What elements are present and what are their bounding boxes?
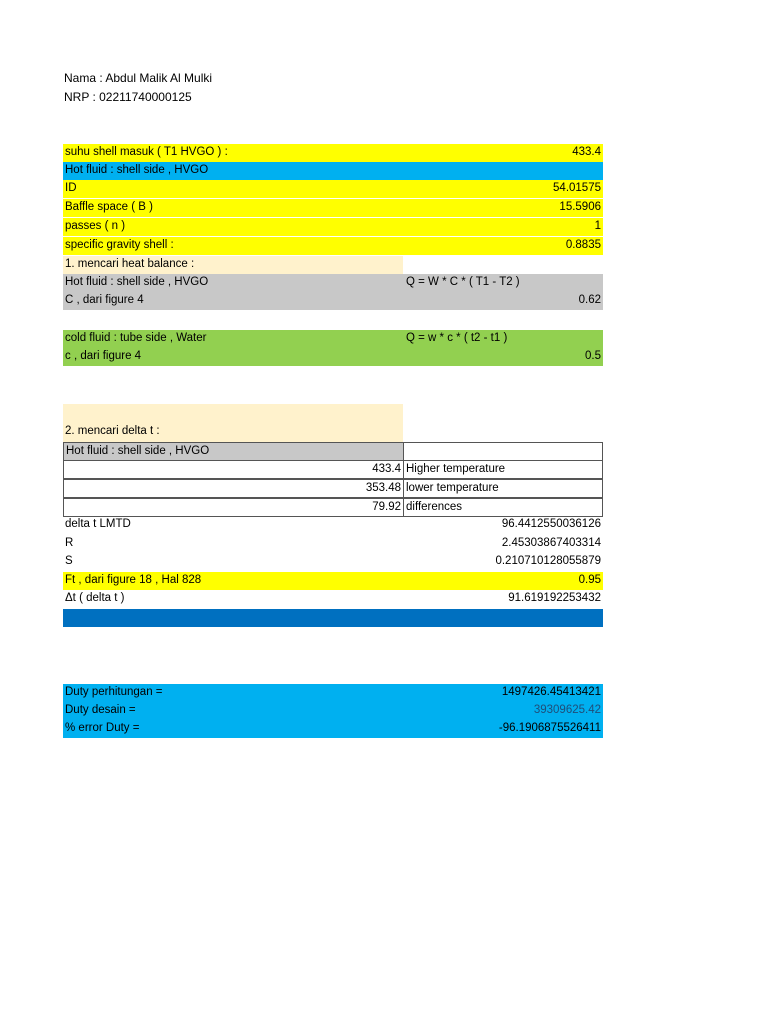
lower-temp-label: lower temperature	[406, 482, 499, 494]
duty-calc-row	[63, 684, 603, 702]
higher-temp-value-cell	[63, 460, 404, 479]
t1-label: suhu shell masuk ( T1 HVGO ) :	[65, 146, 228, 158]
r-value: 2.45303867403314	[501, 537, 601, 549]
id-label: ID	[65, 182, 77, 194]
difference-value: 79.92	[372, 501, 401, 513]
lower-temp-value: 353.48	[365, 482, 401, 494]
delta-hot-fluid-label: Hot fluid : shell side , HVGO	[66, 445, 210, 457]
baffle-value: 15.5906	[559, 201, 601, 213]
delta-hot-fluid-cell	[63, 442, 404, 461]
heat-balance-title-row	[63, 256, 403, 274]
c-row	[63, 292, 603, 310]
id-row	[63, 180, 603, 198]
s-row	[63, 553, 603, 571]
ft-label: Ft , dari figure 18 , Hal 828	[65, 574, 202, 586]
lower-temp-label-cell	[403, 479, 603, 498]
heat-balance-title: 1. mencari heat balance :	[65, 258, 195, 270]
sg-value: 0.8835	[565, 239, 601, 251]
ft-row	[63, 572, 603, 590]
s-value: 0.210710128055879	[495, 555, 601, 567]
lmtd-value: 96.4412550036126	[501, 518, 601, 530]
name-line: Nama : Abdul Malik Al Mulki	[64, 71, 213, 85]
higher-temp-value: 433.4	[372, 463, 401, 475]
hot-formula-row	[63, 274, 603, 292]
passes-value: 1	[594, 220, 601, 232]
hot-fluid-label: Hot fluid : shell side , HVGO	[65, 164, 209, 176]
r-label: R	[65, 537, 74, 549]
dt-row	[63, 590, 603, 608]
difference-label: differences	[406, 501, 463, 513]
c-value: 0.62	[578, 294, 601, 306]
duty-error-value: -96.1906875526411	[498, 722, 601, 734]
delta-empty-cell	[403, 442, 603, 461]
c2-row	[63, 348, 603, 366]
passes-label: passes ( n )	[65, 220, 126, 232]
delta-t-title: 2. mencari delta t :	[65, 425, 160, 437]
hot-formula: Q = W * C * ( T1 - T2 )	[406, 276, 520, 288]
duty-calc-value: 1497426.45413421	[501, 686, 601, 698]
sg-label: specific gravity shell :	[65, 239, 174, 251]
dt-value: 91.619192253432	[508, 592, 601, 604]
cold-fluid-label: cold fluid : tube side , Water	[65, 332, 207, 344]
c2-label: c , dari figure 4	[65, 350, 142, 362]
dt-label: Δt ( delta t )	[65, 592, 125, 604]
duty-calc-label: Duty perhitungan =	[65, 686, 163, 698]
id-value: 54.01575	[553, 182, 601, 194]
difference-value-cell	[63, 498, 404, 517]
difference-label-cell	[403, 498, 603, 517]
t1-value: 433.4	[572, 146, 601, 158]
cold-formula-row	[63, 330, 603, 348]
higher-temp-label-cell	[403, 460, 603, 479]
duty-design-label: Duty desain =	[65, 704, 136, 716]
s-label: S	[65, 555, 73, 567]
ft-value: 0.95	[578, 574, 601, 586]
duty-error-row	[63, 720, 603, 738]
duty-design-row	[63, 702, 603, 720]
c2-value: 0.5	[585, 350, 601, 362]
higher-temp-label: Higher temperature	[406, 463, 506, 475]
baffle-label: Baffle space ( B )	[65, 201, 153, 213]
lmtd-row	[63, 516, 603, 534]
blue-separator-bar	[63, 609, 603, 627]
nrp-line: NRP : 02211740000125	[64, 90, 192, 104]
duty-design-value: 39309625.42	[533, 704, 601, 716]
r-row	[63, 535, 603, 553]
hot-fluid-row	[63, 162, 603, 180]
hot-fluid-hb-label: Hot fluid : shell side , HVGO	[65, 276, 209, 288]
c-label: C , dari figure 4	[65, 294, 144, 306]
passes-row	[63, 218, 603, 236]
baffle-row	[63, 199, 603, 217]
delta-t-title-block	[63, 404, 403, 442]
lower-temp-value-cell	[63, 479, 404, 498]
lmtd-label: delta t LMTD	[65, 518, 131, 530]
t1-row	[63, 144, 603, 162]
sg-row	[63, 237, 603, 255]
cold-formula: Q = w * c * ( t2 - t1 )	[406, 332, 508, 344]
duty-error-label: % error Duty =	[65, 722, 140, 734]
